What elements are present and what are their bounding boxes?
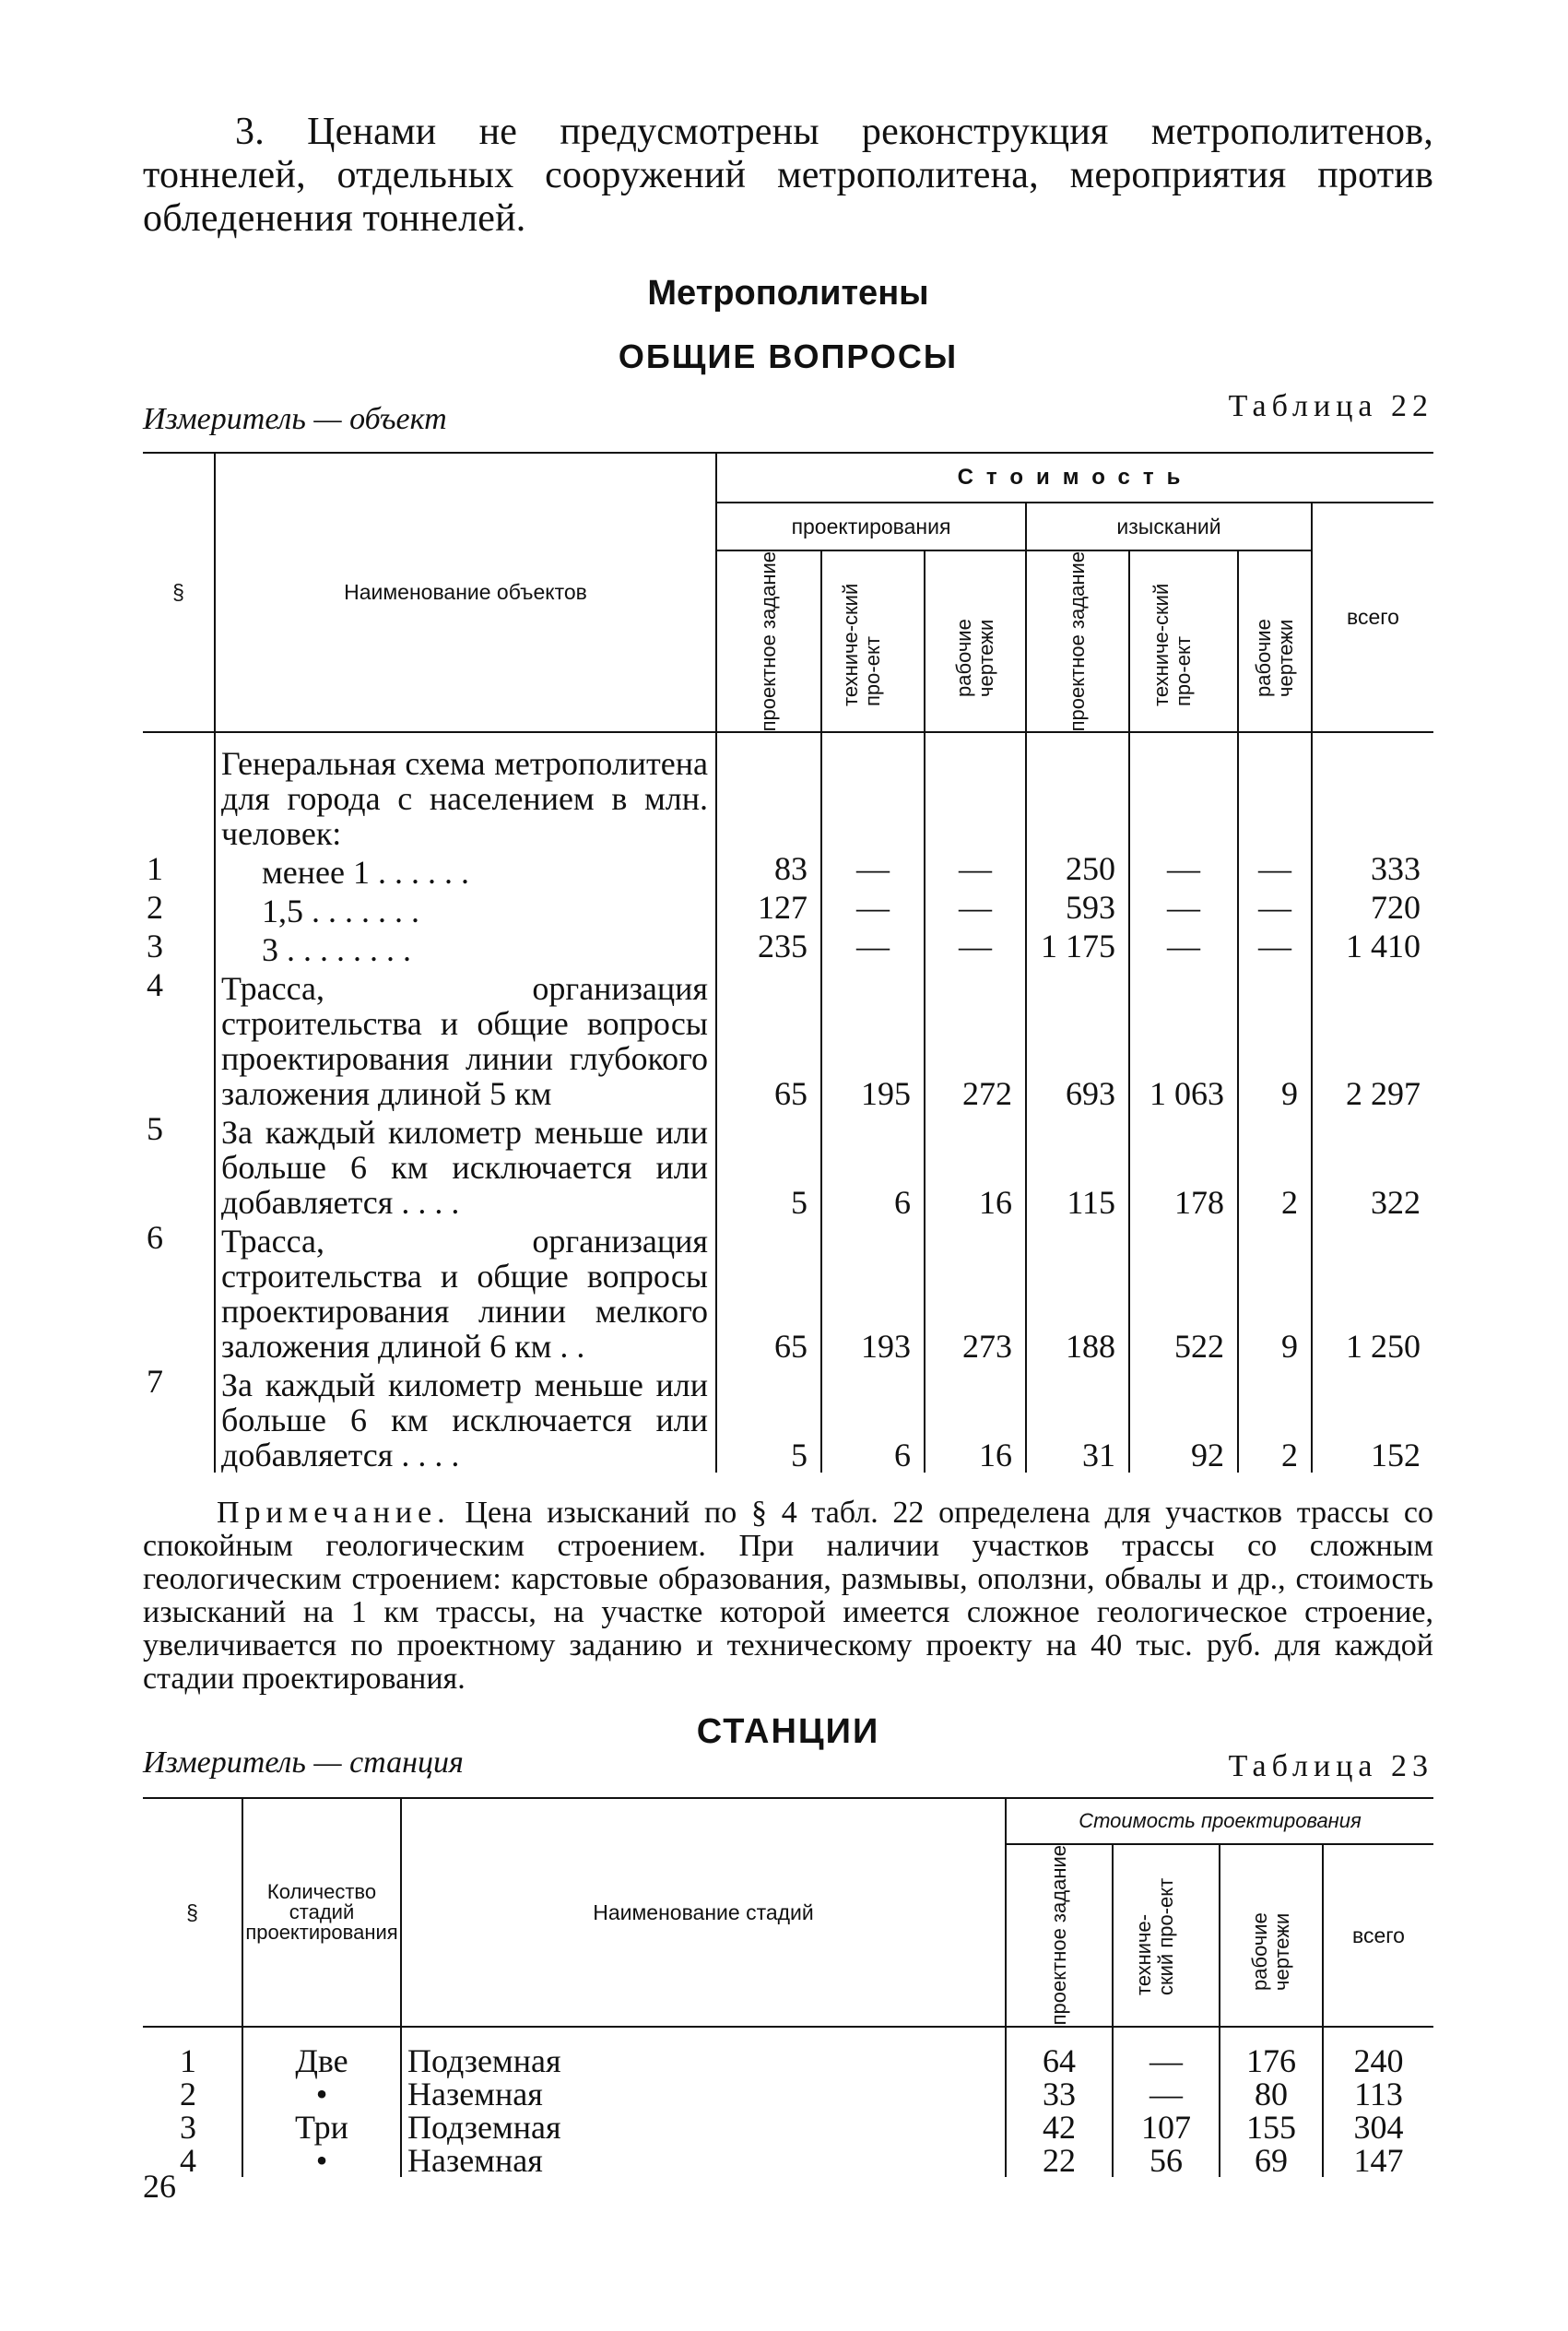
subsection-title: ОБЩИЕ ВОПРОСЫ — [618, 337, 959, 375]
t23-header-cost: Стоимость проектирования — [1006, 1798, 1433, 1844]
table22-measure: Измеритель — объект — [143, 402, 447, 436]
header-design-tech — [821, 550, 925, 732]
table-row: 7 За каждый километр меньше или больше 6 км исключается или добавляется . . . . 5 6 16 31 92 2 152 — [143, 1364, 1433, 1473]
header-survey-task-text: проектное задание — [1066, 551, 1089, 732]
table-row: 4 • Наземная 22 56 69 147 — [143, 2144, 1433, 2177]
stations-title: СТАНЦИИ — [696, 1712, 880, 1752]
t23-header-task — [1006, 1844, 1113, 2026]
header-design-task-text: проектное задание — [757, 551, 780, 732]
t23-header-sec: § — [143, 1798, 242, 2026]
table-row: 3 Три Подземная 42 107 155 304 — [143, 2111, 1433, 2144]
header-cost: Стоимость — [716, 453, 1433, 503]
note-label: Примечание. — [217, 1496, 451, 1531]
table23-meta — [143, 1712, 1433, 1784]
note-paragraph — [143, 1497, 1433, 1696]
header-survey-tech — [1129, 550, 1238, 732]
table-row: 4 Трасса, организация строительства и общие вопросы проектирования линии глубокого заложения длиной 5 км 65 195 272 693 1 063 9 2 297 — [143, 967, 1433, 1111]
header-design-task — [716, 550, 821, 732]
t23-header-name: Наименование стадий — [401, 1798, 1006, 2026]
table-row: 3 3 . . . . . . . . 235 — — 1 175 — — 1 410 — [143, 929, 1433, 967]
section-title: Метрополитены — [647, 274, 929, 313]
t23-header-tech — [1113, 1844, 1220, 2026]
note-text: Цена изысканий по § 4 табл. 22 определена для участков трассы со спокойным геологическим строением. При наличии участков трассы со сложным геологическим строением: карстовые образования, размывы, оползни, обвалы и др., стоимость изысканий на 1 км трассы, на участке которой имеется сложное геологическое строение, увеличивается по проектному заданию и техническому проекту на 40 тыс. руб. для каждой стадии проектирования. — [143, 1496, 1434, 1697]
table23-measure: Измеритель — станция — [143, 1745, 464, 1781]
table-row: 2 • Наземная 33 — 80 113 — [143, 2077, 1433, 2111]
table-row: 1 менее 1 . . . . . . 83 — — 250 — — 333 — [143, 851, 1433, 890]
header-sec: § — [143, 453, 215, 732]
table23-caption: Таблица 23 — [1228, 1749, 1433, 1784]
table-row: 5 За каждый километр меньше или больше 6 км исключается или добавляется . . . . 5 6 16 115 178 2 322 — [143, 1111, 1433, 1220]
header-survey: изысканий — [1026, 503, 1312, 550]
header-survey-work-text: рабочие чертежи — [1252, 618, 1297, 697]
table-row: 1 Две Подземная 64 — 176 240 — [143, 2027, 1433, 2077]
table-row: 2 1,5 . . . . . . . 127 — — 593 — — 720 — [143, 890, 1433, 929]
table-22 — [143, 452, 1433, 1473]
header-survey-task — [1026, 550, 1129, 732]
t23-header-task-text: проектное задание — [1047, 1845, 1070, 2026]
table-row: 6 Трасса, организация строительства и общие вопросы проектирования линии мелкого заложения длиной 6 км . . 65 193 273 188 522 9 1 250 — [143, 1220, 1433, 1364]
t23-header-work-text: рабочие чертежи — [1248, 1912, 1293, 1992]
page-content — [143, 111, 1433, 2177]
header-design: проектирования — [716, 503, 1026, 550]
t23-header-count: Количество стадий проектирования — [242, 1798, 401, 2026]
header-survey-tech-text: техниче-ский про-ект — [1149, 583, 1195, 706]
header-design-work-text: рабочие чертежи — [952, 618, 997, 697]
table-23 — [143, 1797, 1433, 2179]
t23-header-total: всего — [1323, 1844, 1433, 2026]
table22-meta — [143, 389, 1433, 435]
header-design-tech-text: техниче-ский про-ект — [839, 583, 884, 706]
header-total: всего — [1312, 503, 1433, 732]
group-title: Генеральная схема метрополитена для города с населением в млн. человек: — [215, 732, 716, 851]
page-number: 26 — [143, 2168, 176, 2205]
t23-header-work — [1220, 1844, 1323, 2026]
t23-header-tech-text: техниче-ский про-ект — [1132, 1877, 1177, 1996]
table-row-group — [143, 732, 1433, 851]
table22-caption: Таблица 22 — [1228, 389, 1433, 423]
header-design-work — [925, 550, 1026, 732]
header-name: Наименование объектов — [215, 453, 716, 732]
header-survey-work — [1238, 550, 1312, 732]
intro-paragraph: 3. Ценами не предусмотрены реконструкция метрополитенов, тоннелей, отдельных сооружений метрополитена, мероприятия против обледенения тоннелей. — [143, 111, 1433, 240]
